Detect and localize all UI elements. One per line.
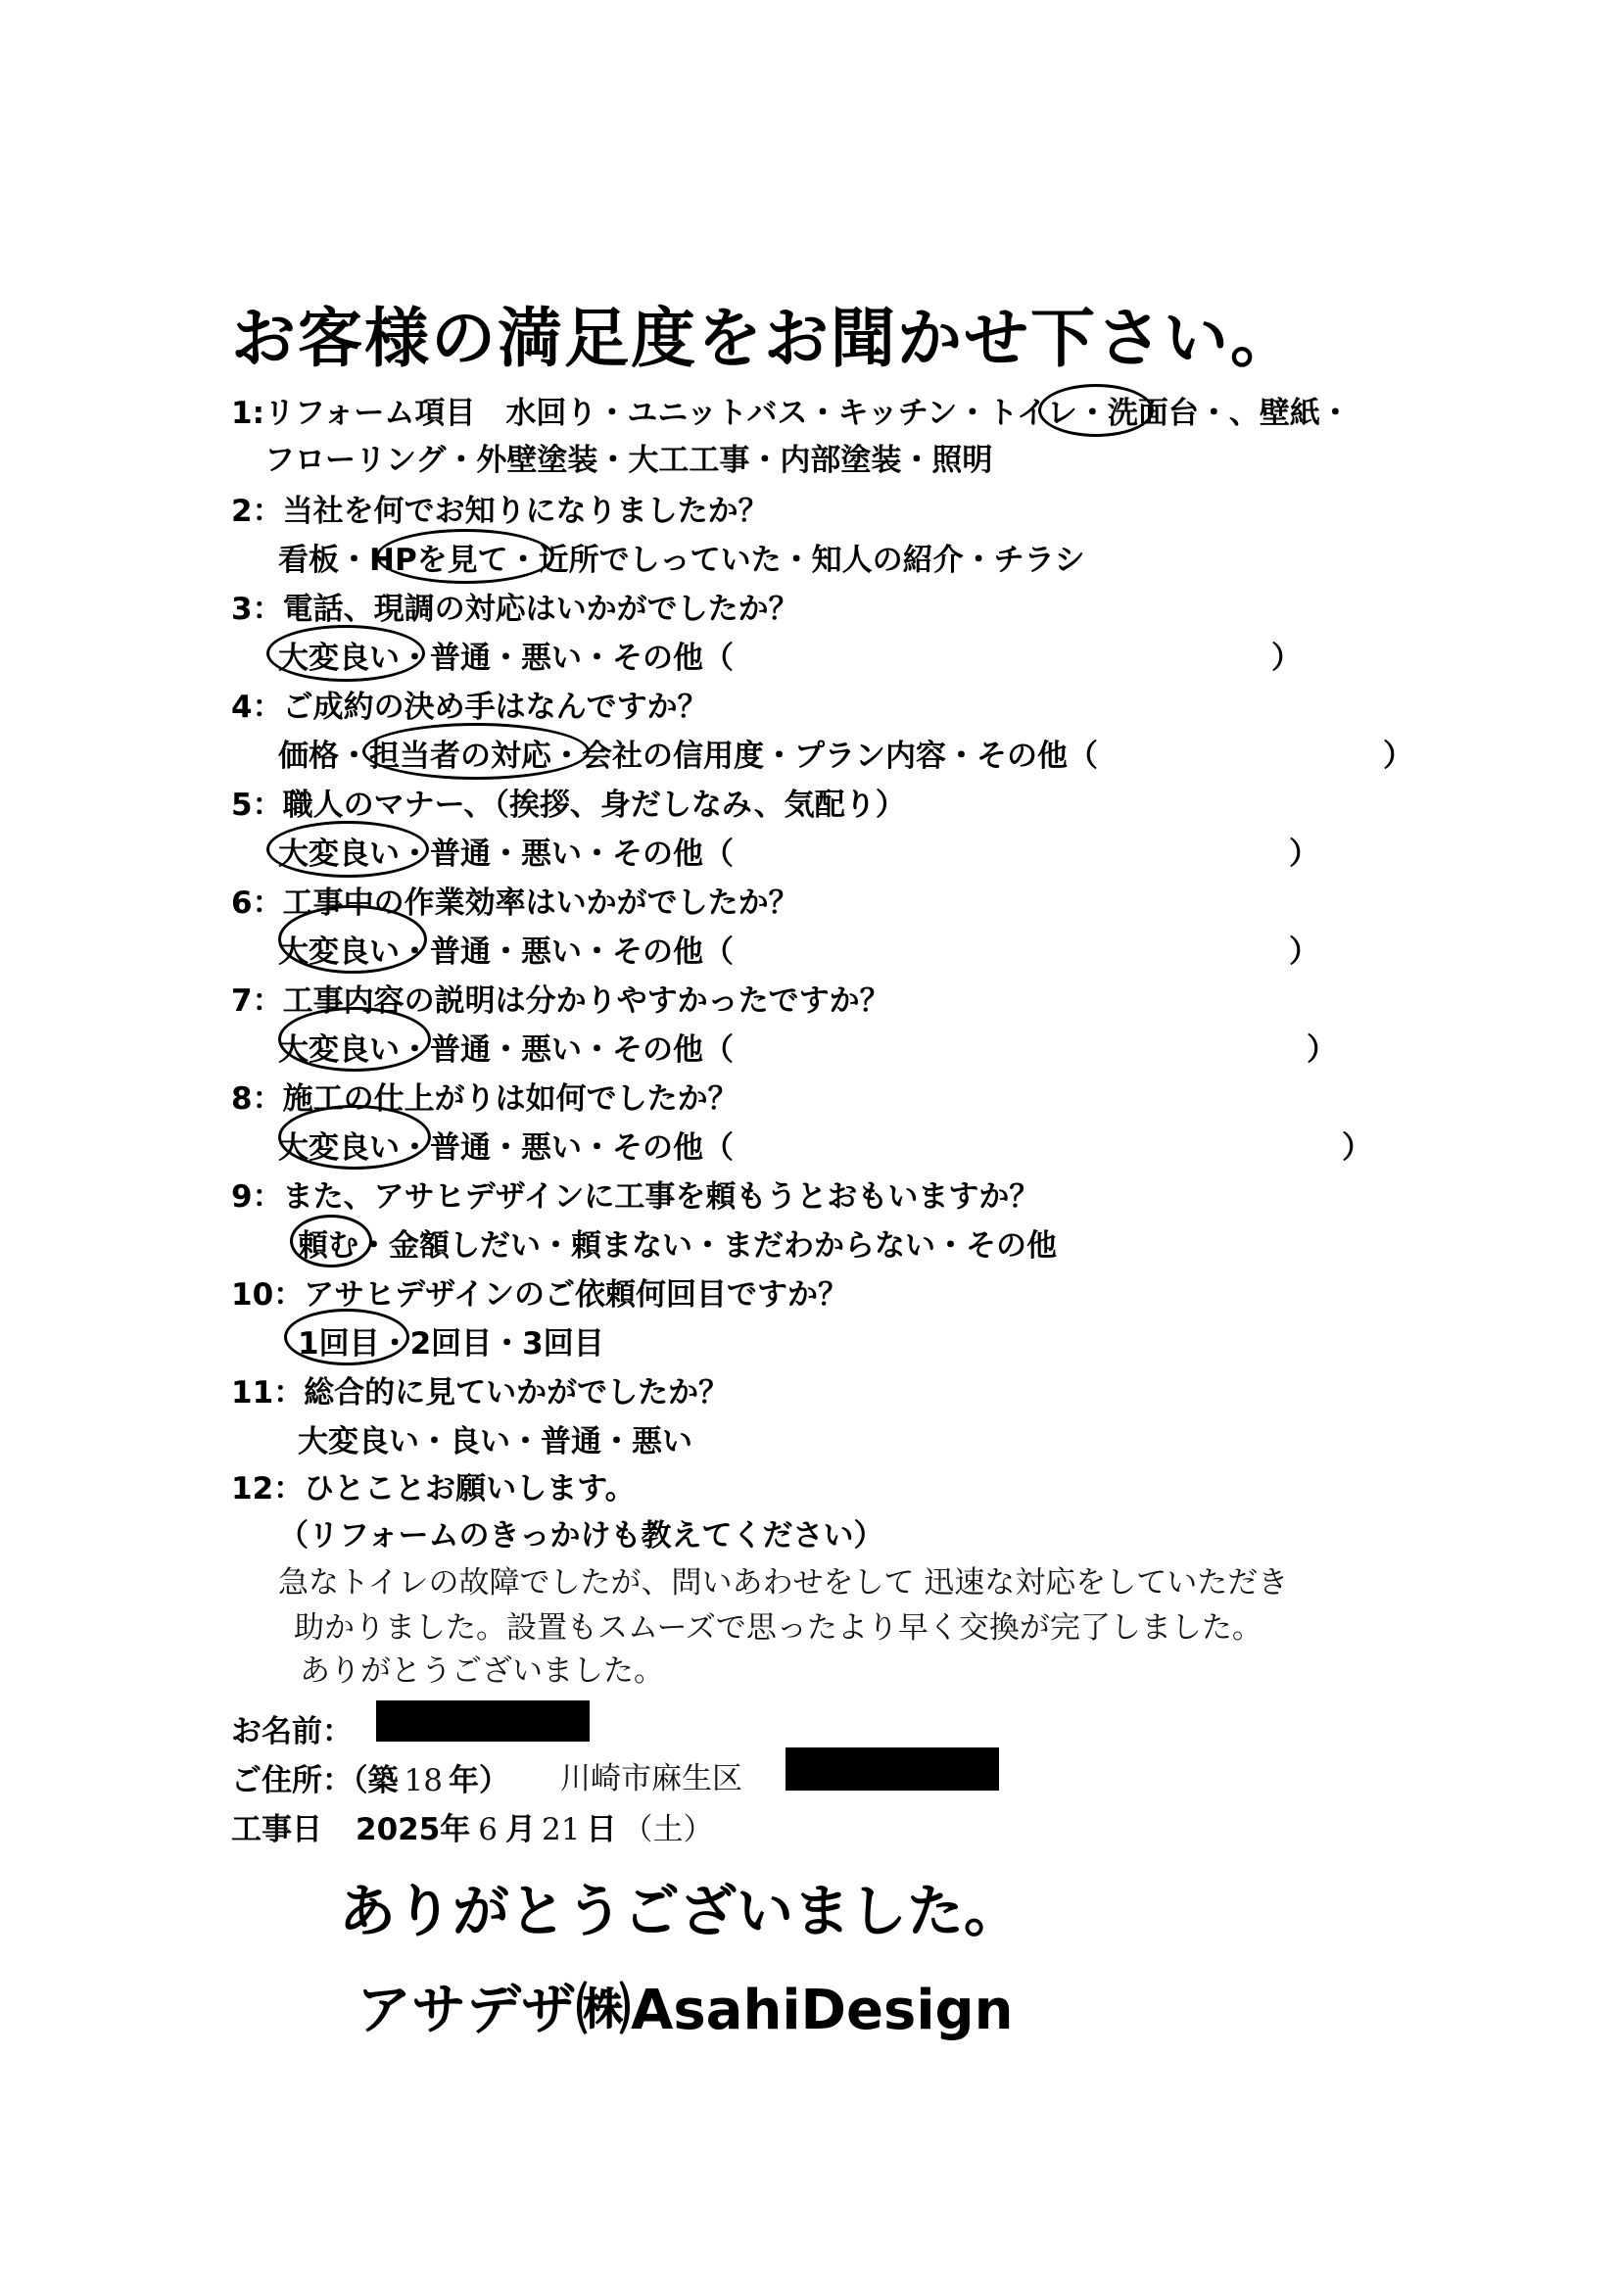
answer-options-q2: 看板・HPを見て・近所でしっていた・知人の紹介・チラシ <box>278 543 1085 578</box>
building-years-suffix: 年） <box>448 1763 509 1798</box>
work-date-weekday: （土） <box>622 1812 714 1847</box>
work-date-year: 2025年 <box>356 1812 471 1847</box>
comment-line-1: 急なトイレの故障でしたが、問いあわせをして 迅速な対応をしていただき <box>278 1565 1289 1601</box>
thanks-message: ありがとうございました。 <box>339 1878 1022 1944</box>
answer-options-q7: 大変良い・普通・悪い・その他（ <box>278 1032 734 1068</box>
answer-options-q11: 大変良い・良い・普通・悪い <box>298 1424 692 1459</box>
answer-options-q4: 価格・担当者の対応・会社の信用度・プラン内容・その他（ <box>278 739 1098 774</box>
answer-circle-q2 <box>376 529 554 584</box>
comment-line-2: 助かりました。設置もスムーズで思ったより早く交換が完了しました。 <box>294 1610 1262 1646</box>
work-date-month-suffix: 月 <box>505 1812 537 1847</box>
answer-options-q9: 頼む・金額しだい・頼まない・まだわからない・その他 <box>298 1228 1057 1264</box>
answer-options-q10: 1回目・2回目・3回目 <box>298 1326 604 1362</box>
name-redaction <box>376 1700 590 1742</box>
answer-circle-q7 <box>278 1007 431 1072</box>
work-date <box>231 1804 713 1848</box>
question-1: 1:リフォーム項目 水回り・ユニットバス・キッチン・トイレ・洗面台・、壁紙・ <box>231 396 1351 431</box>
question-4: 4：ご成約の決め手はなんですか？ <box>231 690 708 725</box>
building-years: 18 <box>404 1763 443 1798</box>
question-9: 9：また、アサヒデザインに工事を頼もうとおもいますか？ <box>231 1179 1040 1215</box>
question-3: 3：電話、現調の対応はいかがでしたか？ <box>231 592 799 627</box>
address-prefix: ご住所：（築 <box>231 1763 399 1798</box>
answer-circle-q10 <box>284 1309 409 1365</box>
answer-circle-q4 <box>362 723 590 780</box>
address-city: 川崎市麻生区 <box>560 1761 742 1796</box>
answer-circle-q6 <box>278 905 427 974</box>
answer-circle-q8 <box>278 1105 431 1170</box>
answer-options-q5: 大変良い・普通・悪い・その他（ <box>278 837 734 872</box>
work-date-month: 6 <box>478 1812 499 1847</box>
answer-circle-q9 <box>290 1215 372 1268</box>
question-12: 12：ひとことお願いします。 <box>231 1471 636 1507</box>
name-label: お名前： <box>231 1714 353 1749</box>
answer-circle-q1 <box>1038 384 1154 437</box>
question-5: 5：職人のマナー、（挨拶、身だしなみ、気配り） <box>231 788 906 823</box>
comment-line-3: ありがとうございました。 <box>300 1653 664 1689</box>
question-11: 11：総合的に見ていかがでしたか？ <box>231 1375 730 1411</box>
work-date-day-suffix: 日 <box>586 1812 617 1847</box>
answer-options-q8: 大変良い・普通・悪い・その他（ <box>278 1130 734 1166</box>
question-6: 6：工事中の作業効率はいかがでしたか？ <box>231 885 799 921</box>
paren-close-q3: ） <box>1271 641 1302 676</box>
question-1-line2: フローリング・外壁塗装・大工工事・内部塗装・照明 <box>264 443 993 478</box>
question-2: 2：当社を何でお知りになりましたか？ <box>231 494 769 529</box>
page-title: お客様の満足度をお聞かせ下さい。 <box>231 301 1297 376</box>
paren-close-q5: ） <box>1289 837 1319 872</box>
paren-close-q6: ） <box>1289 934 1319 970</box>
paren-close-q7: ） <box>1307 1032 1337 1068</box>
question-10: 10：アサヒデザインのご依頼何回目ですか？ <box>231 1277 848 1313</box>
answer-circle-q3 <box>266 625 425 682</box>
question-7: 7：工事内容の説明は分かりやすかったですか？ <box>231 983 890 1019</box>
paren-close-q8: ） <box>1342 1130 1372 1166</box>
answer-circle-q5 <box>266 821 429 878</box>
answer-options-q6: 大変良い・普通・悪い・その他（ <box>278 934 734 970</box>
answer-options-q3: 大変良い・普通・悪い・その他（ <box>278 641 734 676</box>
work-date-label: 工事日 <box>231 1812 322 1847</box>
paren-close-q4: ） <box>1383 739 1413 774</box>
address-label <box>231 1755 509 1799</box>
address-redaction <box>786 1747 999 1791</box>
question-8: 8：施工の仕上がりは如何でしたか？ <box>231 1081 738 1117</box>
company-name: アサデザ㈱AsahiDesign <box>357 1979 1014 2042</box>
question-12-sub: （リフォームのきっかけも教えてください） <box>278 1518 884 1554</box>
work-date-day: 21 <box>542 1812 581 1847</box>
